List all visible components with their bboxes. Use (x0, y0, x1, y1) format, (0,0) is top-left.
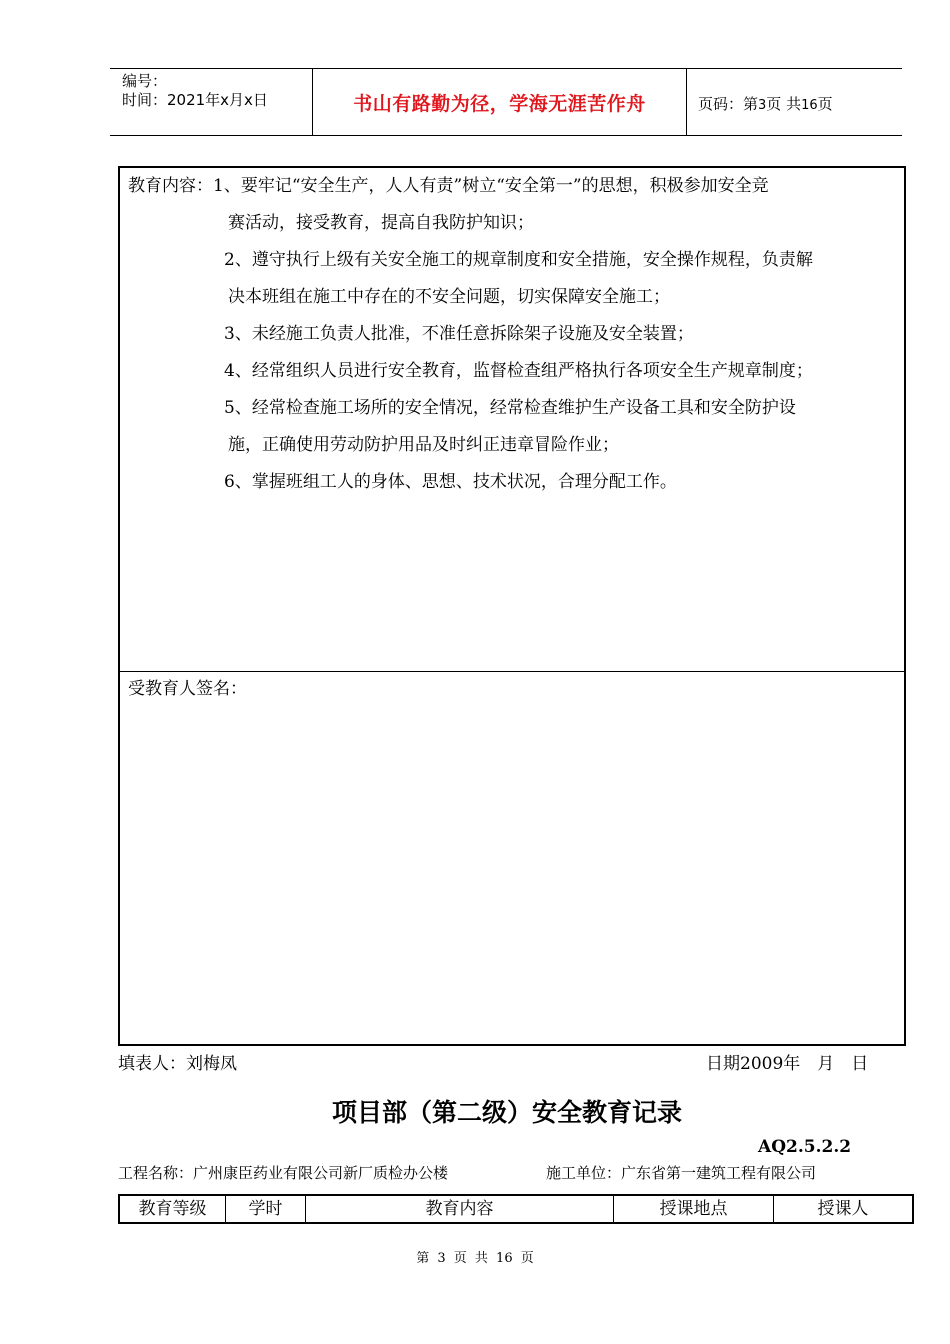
content-line: 6、掌握班组工人的身体、思想、技术状况，合理分配工作。 (224, 472, 677, 492)
col-hours: 学时 (226, 1196, 306, 1222)
col-lecturer: 授课人 (817, 1199, 869, 1219)
header-meta (122, 72, 268, 110)
content-line: 决本班组在施工中存在的不安全问题，切实保障安全施工； (228, 287, 670, 307)
content-line: 4、经常组织人员进行安全教育，监督检查组严格执行各项安全生产规章制度； (224, 361, 813, 381)
content-line: 2、遵守执行上级有关安全施工的规章制度和安全措施，安全操作规程，负责解 (224, 250, 813, 270)
project-name: 工程名称：广州康臣药业有限公司新厂质检办公楼 (118, 1164, 449, 1182)
content-line: 赛活动，接受教育，提高自我防护知识； (228, 213, 534, 233)
education-content (128, 168, 898, 501)
header-bottom-rule (110, 135, 902, 136)
header-slogan: 书山有路勤为径，学海无涯苦作舟 (353, 93, 646, 115)
record-title: 项目部（第二级）安全教育记录 (331, 1098, 682, 1127)
header-page-info (698, 93, 833, 114)
page-suffix: 页 (817, 95, 833, 113)
education-box-divider (118, 671, 906, 672)
form-filler: 填表人：刘梅凤 (118, 1054, 237, 1074)
page-mid: 页 共 (766, 95, 802, 113)
time-label: 时间：2021年x月x日 (122, 91, 268, 109)
page-prefix: 页码：第 (698, 95, 759, 113)
construction-unit: 施工单位：广东省第一建筑工程有限公司 (546, 1164, 817, 1182)
record-code: AQ2.5.2.2 (758, 1137, 852, 1157)
header-divider-right (686, 68, 687, 136)
content-line: 3、未经施工负责人批准，不准任意拆除架子设施及安全装置； (224, 324, 694, 344)
number-label: 编号： (122, 72, 168, 90)
col-content: 教育内容 (306, 1196, 614, 1222)
page-footer: 第 3 页 共 16 页 (416, 1251, 534, 1266)
form-date: 日期2009年 月 日 (706, 1054, 869, 1074)
col-education-level: 教育等级 (120, 1196, 226, 1222)
page-number: 3 (758, 98, 767, 113)
signature-label: 受教育人签名： (128, 679, 247, 699)
header-top-rule (110, 68, 902, 69)
content-line: 教育内容：1、要牢记“安全生产，人人有责”树立“安全第一”的思想，积极参加安全竞 (128, 176, 769, 196)
page-total: 16 (801, 98, 818, 113)
col-location: 授课地点 (614, 1196, 774, 1222)
content-line: 5、经常检查施工场所的安全情况，经常检查维护生产设备工具和安全防护设 (224, 398, 796, 418)
content-line: 施，正确使用劳动防护用品及时纠正违章冒险作业； (228, 435, 619, 455)
record-table-header (118, 1194, 914, 1224)
